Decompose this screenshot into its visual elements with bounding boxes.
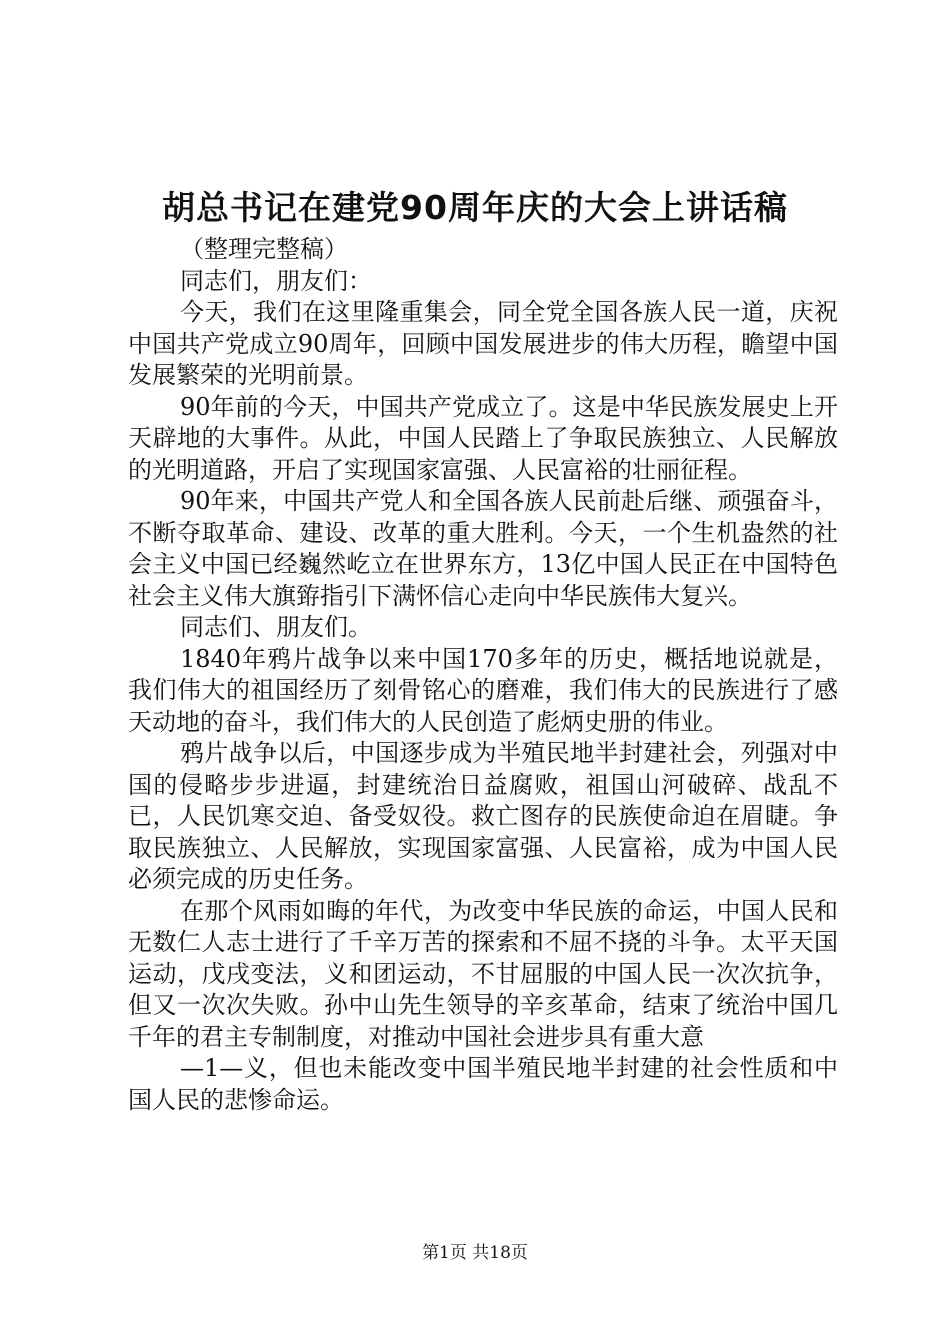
paragraph: 在那个风雨如晦的年代，为改变中华民族的命运，中国人民和无数仁人志士进行了千辛万苦的探索和不屈不挠的斗争。太平天国运动，戊戌变法，义和团运动，不甘屈服的中国人民一次次抗争，但又一次次失败。孙中山先生领导的辛亥革命，结束了统治中国几千年的君主专制制度，对推动中国社会进步具有重大意 — [128, 896, 838, 1051]
paragraph: 今天，我们在这里隆重集会，同全党全国各族人民一道，庆祝中国共产党成立90周年，回顾中国发展进步的伟大历程，瞻望中国发展繁荣的光明前景。 — [128, 298, 838, 389]
paragraph-salutation: 同志们、朋友们。 — [180, 613, 372, 641]
paragraph: 1840年鸦片战争以来中国170多年的历史，概括地说就是，我们伟大的祖国经历了刻骨铭心的磨难，我们伟大的民族进行了感天动地的奋斗，我们伟大的人民创造了彪炳史册的伟业。 — [128, 644, 838, 736]
paragraph: 鸦片战争以后，中国逐步成为半殖民地半封建社会，列强对中国的侵略步步进逼，封建统治日益腐败，祖国山河破碎、战乱不已，人民饥寒交迫、备受奴役。救亡图存的民族使命迫在眉睫。争取民族独立、人民解放，实现国家富强、人民富裕，成为中国人民必须完成的历史任务。 — [128, 739, 838, 893]
page-footer: 第1页 共18页 — [422, 1243, 528, 1263]
paragraph: 90年来，中国共产党人和全国各族人民前赴后继、顽强奋斗，不断夺取革命、建设、改革的重大胜利。今天，一个生机盎然的社会主义中国已经巍然屹立在世界东方，13亿中国人民正在中国特色社会主义伟大旗臶指引下满怀信心走向中华民族伟大复兴。 — [128, 487, 838, 610]
paragraph: 90年前的今天，中国共产党成立了。这是中华民族发展史上开天辟地的大事件。从此，中国人民踏上了争取民族独立、人民解放的光明道路，开启了实现国家富强、人民富裕的壮丽征程。 — [128, 392, 838, 484]
document-body — [128, 234, 838, 1116]
paragraph: —1—义，但也未能改变中国半殖民地半封建的社会性质和中国人民的悲惨命运。 — [128, 1054, 838, 1114]
paragraph-salutation: 同志们，朋友们： — [180, 266, 372, 295]
document-title: 胡总书记在建党90周年庆的大会上讲话稿 — [162, 188, 788, 227]
document-note: （整理完整稿） — [180, 235, 348, 263]
